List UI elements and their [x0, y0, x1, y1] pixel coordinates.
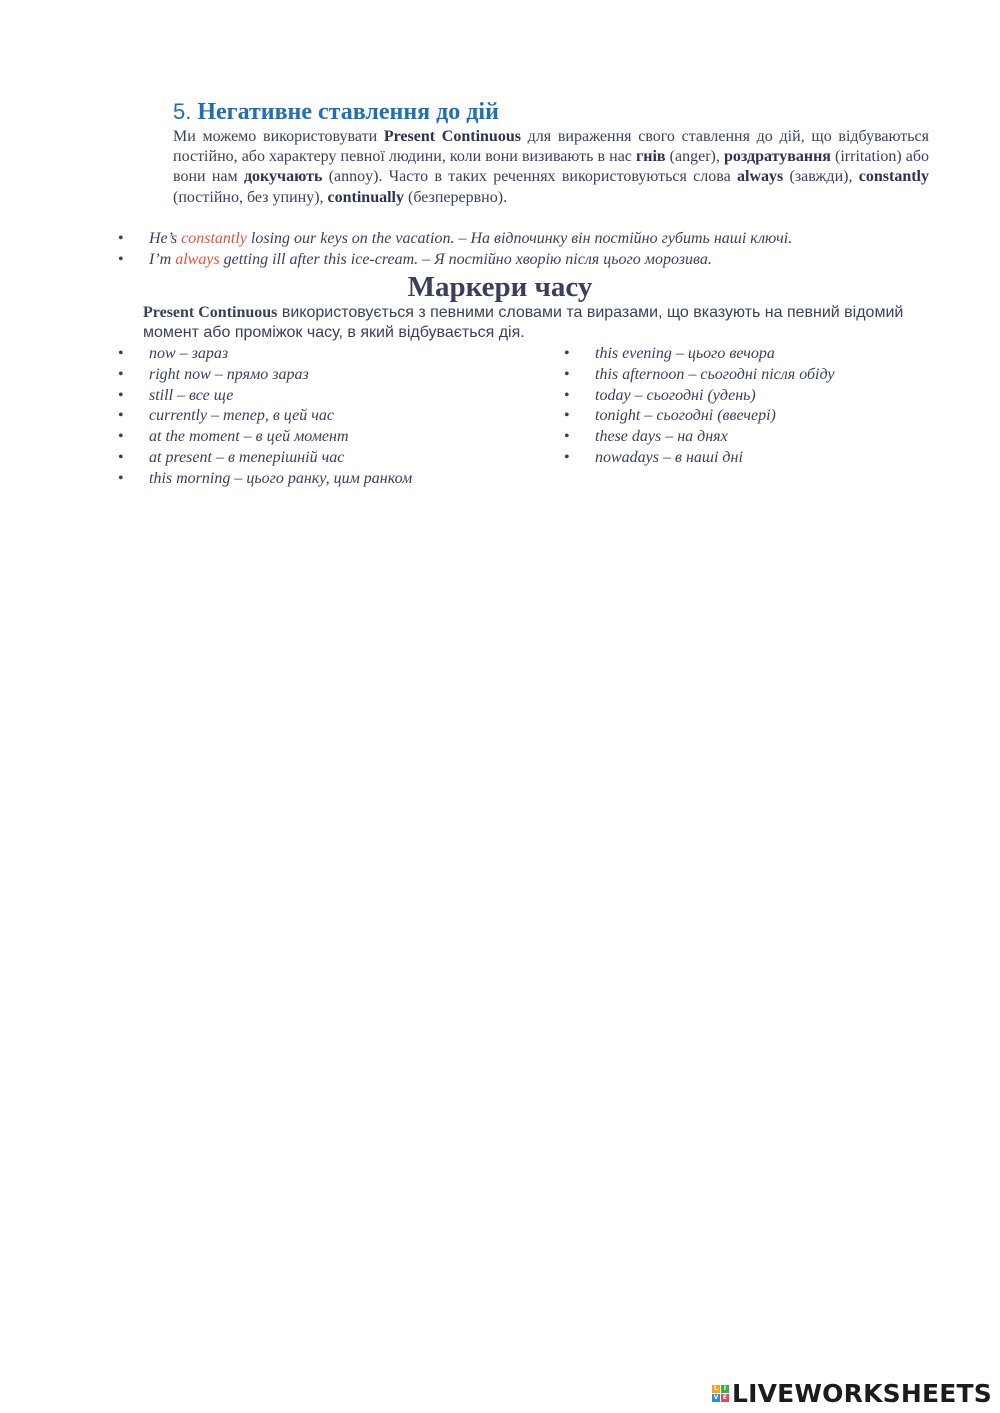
- examples-list: [118, 228, 978, 270]
- paragraph-bold-term: Present Continuous: [383, 128, 521, 145]
- time-marker-item: • at the moment – в цей момент: [118, 427, 558, 448]
- example-item: [118, 249, 978, 270]
- logo-mark-tile: L: [712, 1385, 720, 1393]
- paragraph-bold-term: гнів: [636, 148, 666, 166]
- time-marker-item: • still – все ще: [118, 386, 558, 407]
- paragraph-bold-term: роздратування: [723, 148, 831, 166]
- paragraph-text: (постійно, без упину),: [173, 188, 328, 206]
- time-marker-item: • at present – в теперішній час: [118, 448, 558, 469]
- section-negative-attitude: [173, 97, 929, 208]
- example-text-before: He’s: [149, 230, 182, 247]
- paragraph-text: (irritation) або вони нам: [173, 148, 929, 186]
- markers-list-left: [118, 344, 558, 490]
- markers-list-right: [564, 344, 964, 469]
- logo-text: LIVEWORKSHEETS: [731, 1378, 992, 1408]
- time-marker-item: • this afternoon – сьогодні після обіду: [564, 365, 964, 386]
- time-marker-item: • this evening – цього вечора: [564, 344, 964, 365]
- markers-intro-bold: Present Continuous: [143, 304, 278, 321]
- markers-title: Маркери часу: [407, 271, 593, 303]
- time-marker-item: • this morning – цього ранку, цим ранком: [118, 469, 558, 490]
- paragraph-text: (annoy). Часто в таких реченнях використовуються слова: [322, 168, 737, 186]
- paragraph-bold-term: continually: [327, 188, 404, 206]
- section-heading: [173, 97, 929, 127]
- example-text-after: losing our keys on the vacation. – На відпочинку він постійно губить наші ключі.: [246, 230, 793, 247]
- section-number: 5.: [173, 99, 192, 124]
- paragraph-text: Ми можемо використовувати: [173, 128, 384, 145]
- section-title: Негативне ставлення до дій: [197, 99, 499, 125]
- example-item: [118, 228, 978, 249]
- time-marker-item: • nowadays – в наші дні: [564, 448, 964, 469]
- time-marker-item: • these days – на днях: [564, 427, 964, 448]
- example-highlight-word: always: [175, 251, 220, 268]
- time-marker-item: • right now – прямо зараз: [118, 365, 558, 386]
- markers-intro-text: використовується з певними словами та виразами, що вказують на певний відомий момент або проміжок часу, в який відбувається дія.: [143, 304, 904, 341]
- time-marker-item: • tonight – сьогодні (ввечері): [564, 406, 964, 427]
- paragraph-bold-term: докучають: [243, 168, 323, 186]
- example-text-after: getting ill after this ice-cream. – Я постійно хворію після цього морозива.: [219, 251, 712, 268]
- paragraph-text: для вираження свого ставлення до дій, що відбуваються постійно, або характеру певної людини, коли вони визивають в нас: [173, 128, 930, 166]
- time-marker-item: • now – зараз: [118, 344, 558, 365]
- logo-mark-icon: [712, 1385, 729, 1402]
- time-marker-item: • currently – тепер, в цей час: [118, 406, 558, 427]
- paragraph-text: (завжди),: [783, 168, 859, 186]
- logo-mark-tile: V: [713, 1393, 719, 1401]
- liveworksheets-logo: [712, 1378, 992, 1408]
- example-text-before: I’m: [149, 251, 176, 268]
- logo-mark-tile: E: [722, 1393, 727, 1401]
- time-marker-item: • today – сьогодні (удень): [564, 386, 964, 407]
- paragraph-text: (безперервно).: [403, 188, 508, 206]
- paragraph-bold-term: always: [737, 168, 784, 186]
- example-highlight-word: constantly: [181, 230, 247, 247]
- section-paragraph: [173, 127, 929, 208]
- logo-mark-tile: I: [721, 1385, 729, 1393]
- markers-intro: [143, 303, 933, 343]
- paragraph-bold-term: constantly: [858, 168, 929, 186]
- paragraph-text: (anger),: [665, 148, 724, 166]
